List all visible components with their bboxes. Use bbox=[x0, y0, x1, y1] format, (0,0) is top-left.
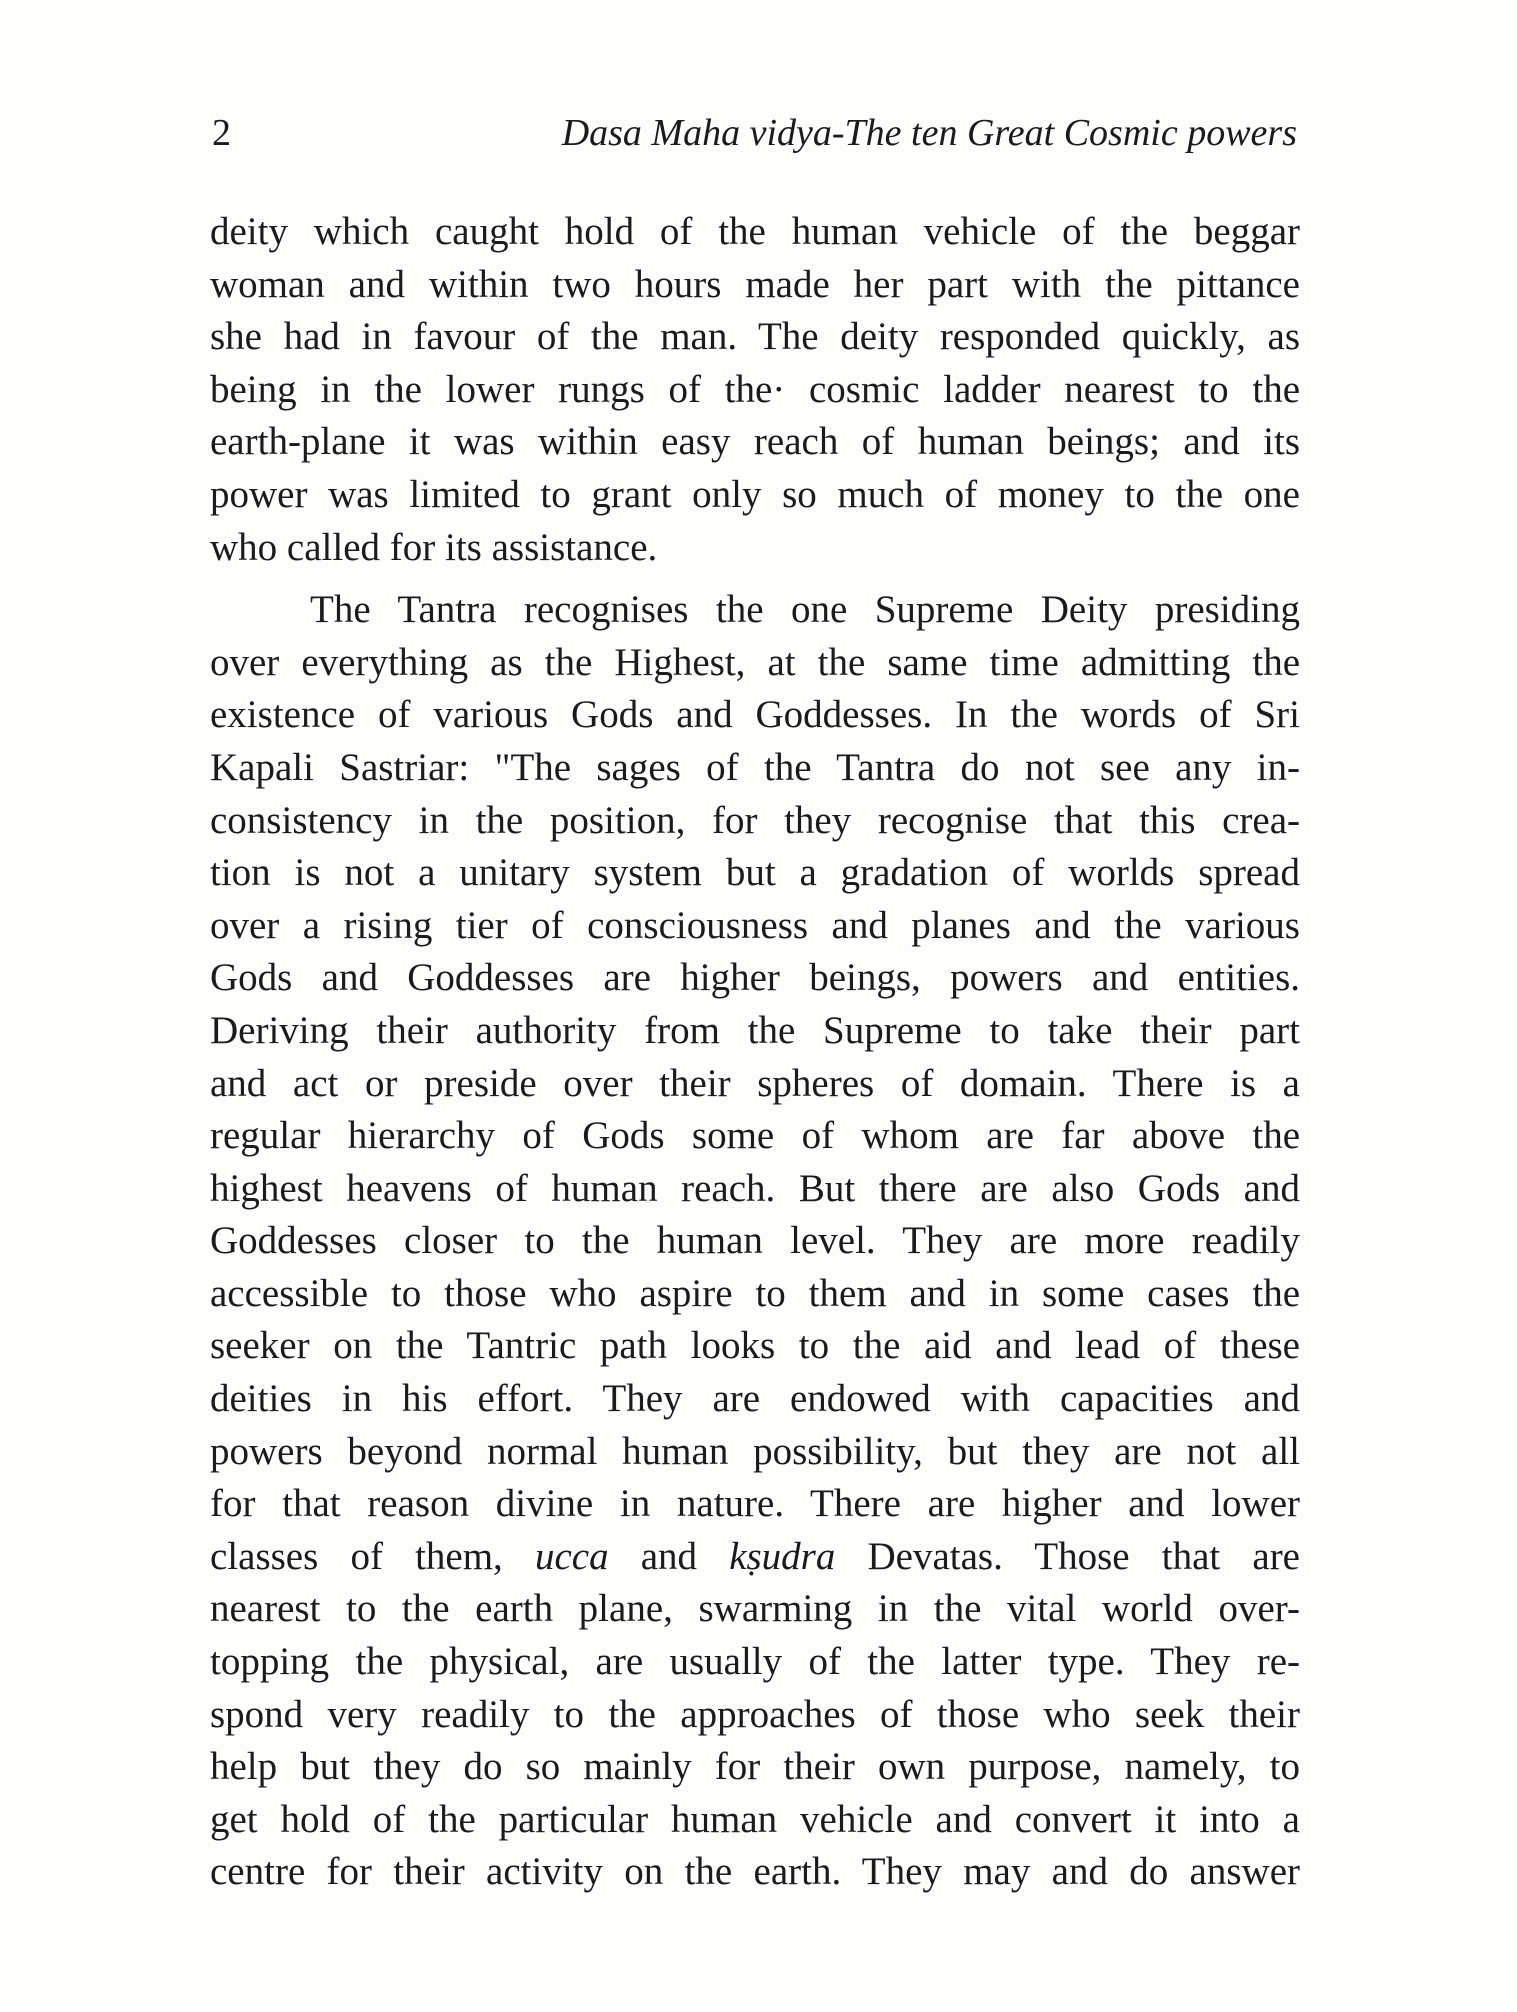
body-text bbox=[210, 206, 1300, 1899]
text-line: topping the physical, are usually of the latter type. They re- bbox=[210, 1640, 1300, 1684]
text-fragment: and bbox=[608, 1534, 730, 1578]
text-fragment: Devatas. Those that are bbox=[835, 1534, 1300, 1578]
text-line: Goddesses closer to the human level. They are more readily bbox=[210, 1219, 1300, 1263]
page-number: 2 bbox=[212, 112, 231, 154]
text-fragment: classes of them, bbox=[210, 1534, 535, 1578]
running-header bbox=[212, 108, 1297, 158]
text-line: get hold of the particular human vehicle and convert it into a bbox=[210, 1797, 1300, 1841]
text-line: Kapali Sastriar: "The sages of the Tantra do not see any in- bbox=[210, 745, 1300, 789]
text-line: and act or preside over their spheres of domain. There is a bbox=[210, 1061, 1300, 1105]
text-line: Deriving their authority from the Supreme to take their part bbox=[210, 1008, 1300, 1052]
italic-term-ksudra: kṣudra bbox=[729, 1534, 836, 1578]
text-line: she had in favour of the man. The deity responded quickly, as bbox=[210, 315, 1300, 359]
text-line: The Tantra recognises the one Supreme Deity presiding bbox=[310, 588, 1300, 632]
text-line: existence of various Gods and Goddesses. In the words of Sri bbox=[210, 693, 1300, 737]
text-line: deities in his effort. They are endowed with capacities and bbox=[210, 1377, 1300, 1421]
text-line: accessible to those who aspire to them and in some cases the bbox=[210, 1271, 1300, 1315]
text-line: help but they do so mainly for their own purpose, namely, to bbox=[210, 1745, 1300, 1789]
paragraph-1 bbox=[210, 206, 1300, 574]
running-title: Dasa Maha vidya-The ten Great Cosmic powers bbox=[561, 112, 1297, 154]
text-line: earth-plane it was within easy reach of human beings; and its bbox=[210, 420, 1300, 464]
text-line: spond very readily to the approaches of those who seek their bbox=[210, 1692, 1300, 1736]
text-line: power was limited to grant only so much of money to the one bbox=[210, 472, 1300, 516]
text-line: woman and within two hours made her part with the pittance bbox=[210, 262, 1300, 306]
italic-term-ucca: ucca bbox=[534, 1534, 609, 1578]
text-line: over a rising tier of consciousness and planes and the various bbox=[210, 903, 1300, 947]
text-line: who called for its assistance. bbox=[210, 525, 658, 569]
text-line: being in the lower rungs of the· cosmic ladder nearest to the bbox=[210, 367, 1300, 411]
text-line: regular hierarchy of Gods some of whom are far above the bbox=[210, 1114, 1300, 1158]
text-line: deity which caught hold of the human vehicle of the beggar bbox=[210, 210, 1300, 253]
text-line: over everything as the Highest, at the same time admitting the bbox=[210, 640, 1300, 684]
text-line: powers beyond normal human possibility, but they are not all bbox=[210, 1429, 1300, 1473]
text-line: seeker on the Tantric path looks to the aid and lead of these bbox=[210, 1324, 1300, 1368]
text-line-classes bbox=[210, 1531, 1300, 1584]
text-line: Gods and Goddesses are higher beings, powers and entities. bbox=[210, 956, 1300, 1000]
text-line: for that reason divine in nature. There are higher and lower bbox=[210, 1482, 1300, 1526]
text-line: consistency in the position, for they recognise that this crea- bbox=[210, 798, 1300, 842]
text-line: centre for their activity on the earth. They may and do answer bbox=[210, 1850, 1300, 1894]
paragraph-gap bbox=[210, 574, 1300, 584]
text-line: tion is not a unitary system but a gradation of worlds spread bbox=[210, 851, 1300, 895]
text-line: highest heavens of human reach. But there are also Gods and bbox=[210, 1166, 1300, 1210]
paragraph-2 bbox=[210, 584, 1300, 1899]
text-line: nearest to the earth plane, swarming in the vital world over- bbox=[210, 1587, 1300, 1631]
